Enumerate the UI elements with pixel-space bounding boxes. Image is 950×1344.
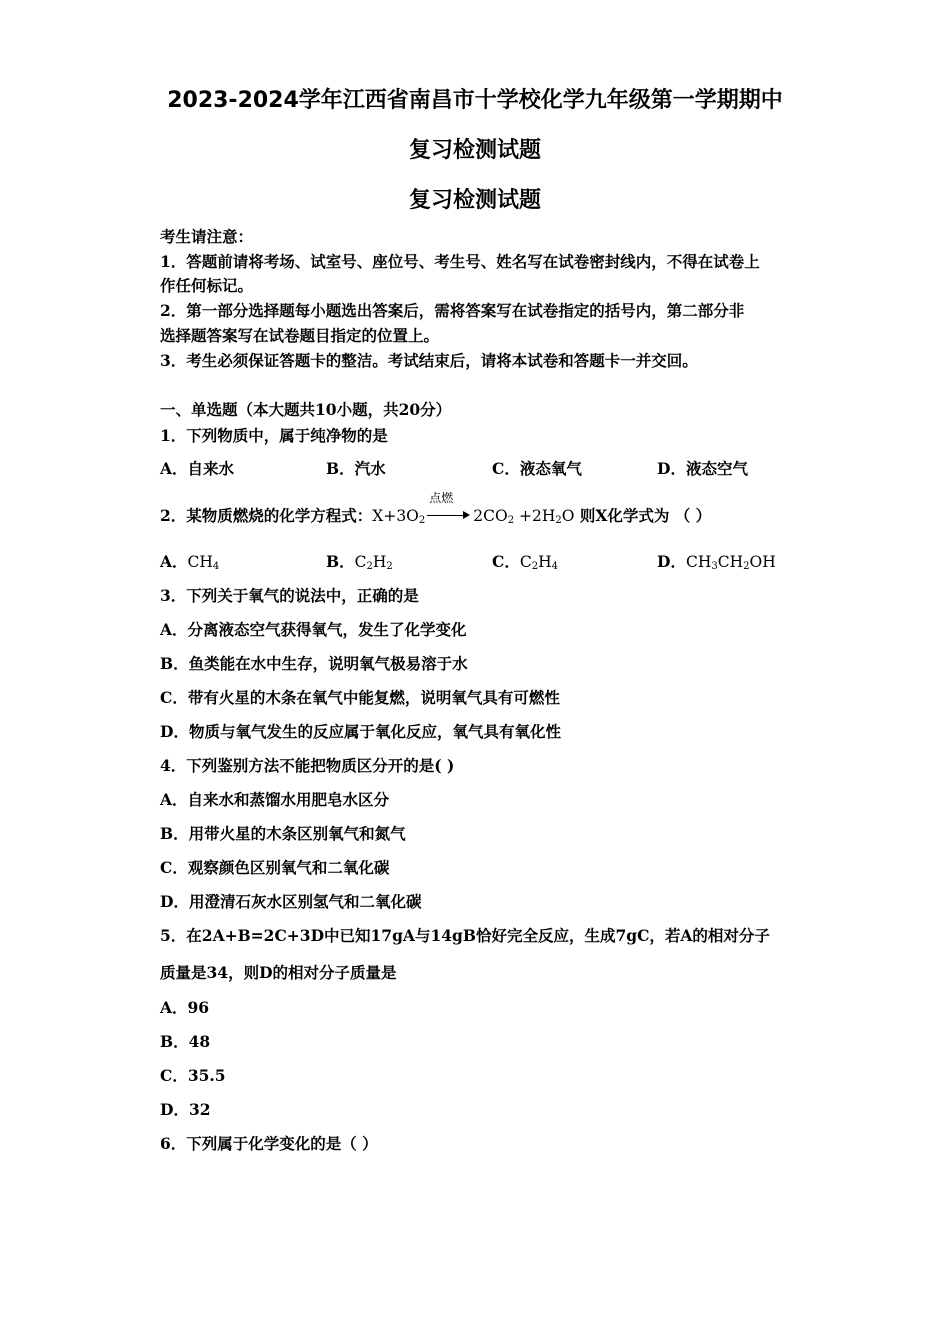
equation-right-2-sub: 2 — [555, 515, 562, 526]
formula-sub: 4 — [551, 561, 558, 572]
arrow-head — [463, 511, 470, 519]
formula-part: C — [354, 553, 367, 571]
notice-item-2b: 选择题答案写在试卷题目指定的位置上。 — [160, 326, 440, 345]
formula-sub: 2 — [531, 561, 539, 572]
arrow-shaft — [427, 515, 465, 516]
question-3-stem: 3．下列关于氧气的说法中，正确的是 — [160, 586, 419, 605]
formula-sub: 3 — [711, 561, 718, 572]
question-2-option-d — [657, 551, 776, 578]
equation-right-1-sub: 2 — [507, 515, 515, 526]
equation-reactants — [372, 507, 425, 525]
option-label: A． — [160, 552, 188, 571]
equation-right-1: 2CO — [473, 507, 508, 525]
question-2-stem-prefix: 2．某物质燃烧的化学方程式： — [160, 506, 373, 525]
question-5-stem-line1: 5．在2A+B=2C+3D中已知17gA与14gB恰好完全反应，生成7gC，若A的相对分子 — [160, 926, 770, 945]
option-label: B． — [326, 552, 355, 571]
question-1-stem: 1．下列物质中，属于纯净物的是 — [160, 426, 388, 445]
section-heading: 一、单选题（本大题共10小题，共20分） — [160, 400, 452, 419]
question-4-option-d: D．用澄清石灰水区别氢气和二氧化碳 — [160, 892, 422, 911]
question-2-option-b — [326, 551, 393, 578]
question-2-stem-suffix: 则X化学式为 （ ） — [574, 506, 712, 525]
equation-products — [473, 507, 574, 525]
question-4-option-a: A．自来水和蒸馏水用肥皂水区分 — [160, 790, 390, 809]
question-4-stem: 4．下列鉴别方法不能把物质区分开的是( ) — [160, 756, 455, 775]
equation-right-3: O — [561, 507, 575, 525]
question-5-stem-line2: 质量是34，则D的相对分子质量是 — [160, 963, 397, 982]
question-2-option-a — [160, 551, 219, 578]
formula-part: C — [519, 553, 532, 571]
reaction-arrow — [427, 491, 471, 527]
question-5-option-b: B．48 — [160, 1032, 211, 1051]
question-6-stem: 6．下列属于化学变化的是（ ） — [160, 1134, 378, 1153]
exam-title-line1: 2023-2024学年江西省南昌市十学校化学九年级第一学期期中 — [167, 88, 783, 113]
exam-title-line3: 复习检测试题 — [408, 188, 541, 213]
reaction-condition: 点燃 — [429, 491, 454, 505]
formula-part: OH — [749, 553, 776, 571]
formula-part: CH — [717, 553, 744, 571]
question-3-option-d: D．物质与氧气发生的反应属于氧化反应，氧气具有氧化性 — [160, 722, 561, 741]
formula-part: H — [538, 553, 552, 571]
question-5-option-a: A．96 — [160, 998, 210, 1017]
question-2-option-c — [492, 551, 558, 578]
formula-sub: 2 — [743, 561, 750, 572]
question-5-option-d: D．32 — [160, 1100, 211, 1119]
option-label: D． — [657, 552, 686, 571]
question-3-option-c: C．带有火星的木条在氧气中能复燃，说明氧气具有可燃性 — [160, 688, 560, 707]
formula-part: CH — [187, 553, 213, 571]
question-4-option-c: C．观察颜色区别氧气和二氧化碳 — [160, 858, 390, 877]
question-2-stem — [160, 491, 712, 532]
question-1-option-b: B．汽水 — [326, 459, 386, 478]
formula-part: H — [372, 553, 387, 571]
formula-sub: 2 — [386, 561, 393, 572]
notice-heading: 考生请注意： — [160, 227, 254, 246]
question-1-option-a: A．自来水 — [160, 459, 235, 478]
question-3-option-b: B．鱼类能在水中生存，说明氧气极易溶于水 — [160, 654, 468, 673]
question-5-option-c: C．35.5 — [160, 1066, 226, 1085]
equation-left: X+3O — [372, 507, 419, 525]
question-3-option-a: A．分离液态空气获得氧气，发生了化学变化 — [160, 620, 467, 639]
formula-sub: 4 — [212, 561, 220, 572]
formula-sub: 2 — [366, 561, 373, 572]
question-1-option-d: D．液态空气 — [657, 459, 748, 478]
question-1-option-c: C．液态氧气 — [492, 459, 582, 478]
question-4-option-b: B．用带火星的木条区别氧气和氮气 — [160, 824, 406, 843]
formula-part: CH — [685, 553, 712, 571]
notice-item-1b: 作任何标记。 — [160, 276, 254, 295]
equation-right-2: +2H — [514, 507, 556, 525]
notice-item-1a: 1．答题前请将考场、试室号、座位号、考生号、姓名写在试卷密封线内，不得在试卷上 — [160, 252, 760, 271]
notice-item-2a: 2．第一部分选择题每小题选出答案后，需将答案写在试卷指定的括号内，第二部分非 — [160, 301, 745, 320]
notice-item-3: 3．考生必须保证答题卡的整洁。考试结束后，请将本试卷和答题卡一并交回。 — [160, 351, 698, 370]
exam-title-line2: 复习检测试题 — [408, 138, 541, 163]
equation-left-sub: 2 — [418, 515, 426, 526]
option-label: C． — [492, 552, 520, 571]
